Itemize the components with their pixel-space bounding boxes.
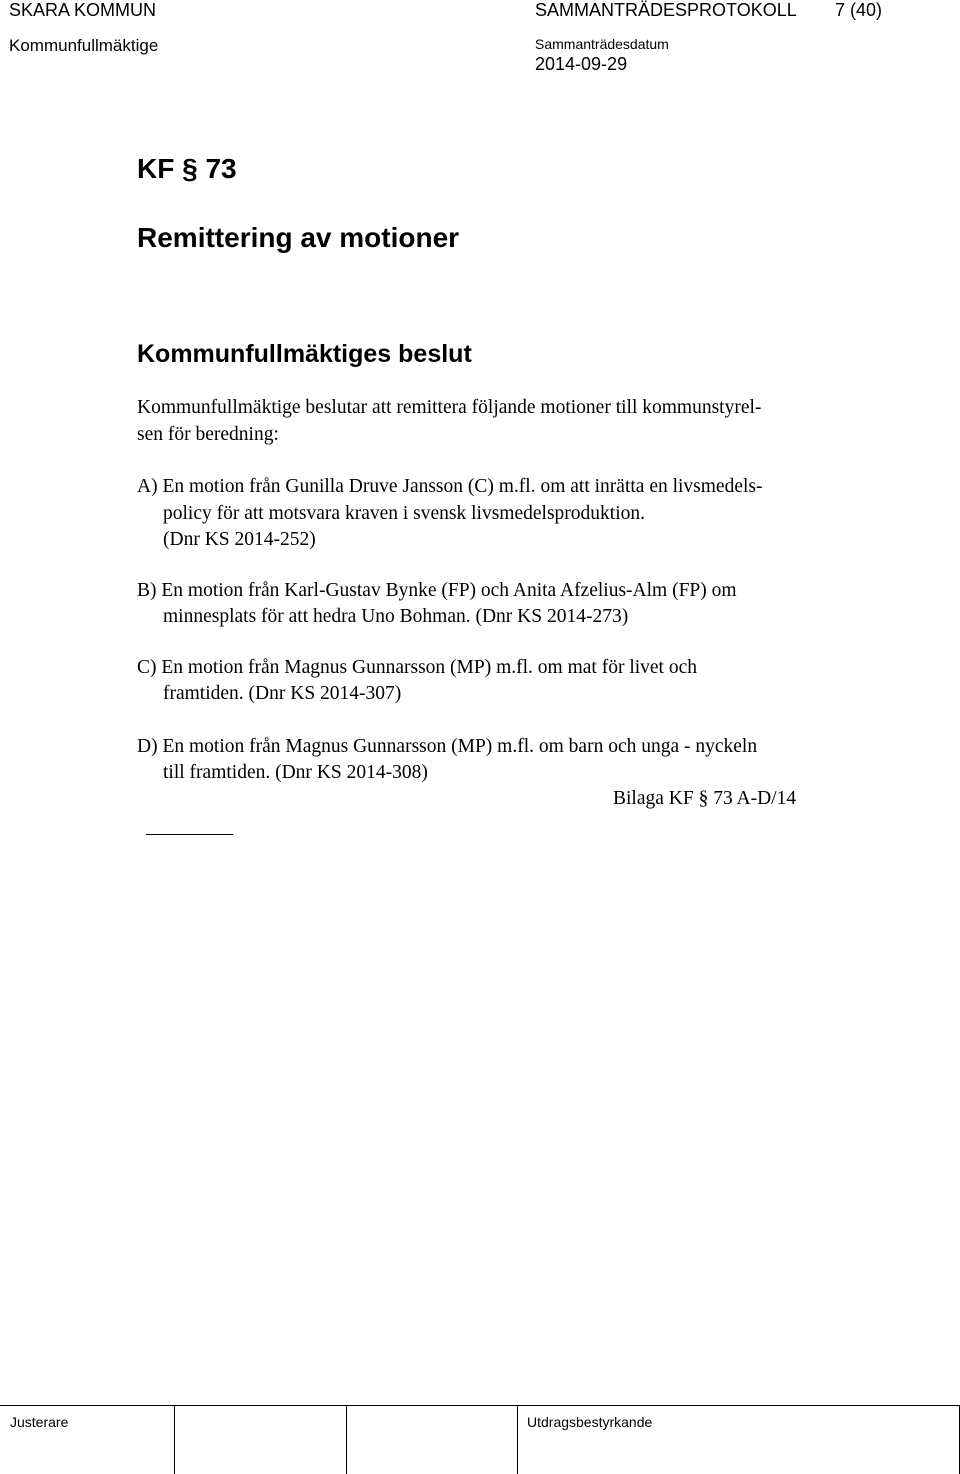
motion-a-reference: (Dnr KS 2014-252): [163, 529, 316, 550]
motion-d-line: D) En motion från Magnus Gunnarsson (MP) m.fl. om barn och unga - nyckeln: [137, 736, 758, 757]
paragraph-id: KF § 73: [137, 153, 237, 184]
page-title: Remittering av motioner: [137, 222, 460, 253]
body-name: Kommunfullmäktige: [9, 36, 159, 55]
meeting-date-value: 2014-09-29: [535, 54, 628, 74]
motion-b-line: minnesplats för att hedra Uno Bohman. (Dnr KS 2014-273): [163, 606, 629, 627]
motion-c-line: C) En motion från Magnus Gunnarsson (MP) m.fl. om mat för livet och: [137, 657, 698, 678]
motion-d-line: till framtiden. (Dnr KS 2014-308): [163, 762, 428, 783]
intro-line: sen för beredning:: [137, 424, 279, 445]
section-divider: [146, 834, 233, 835]
attachment-reference: Bilaga KF § 73 A-D/14: [613, 788, 797, 809]
motion-a-line: A) En motion från Gunilla Druve Jansson (C) m.fl. om att inrätta en livsmedels-: [137, 476, 763, 497]
page-number: 7 (40): [835, 0, 883, 20]
signature-table: [0, 1405, 960, 1474]
intro-line: Kommunfullmäktige beslutar att remittera följande motioner till kommunstyrel-: [137, 397, 762, 418]
meeting-date-label: Sammanträdesdatum: [535, 36, 669, 52]
signature-cell: [174, 1406, 175, 1474]
decision-heading: Kommunfullmäktiges beslut: [137, 340, 472, 368]
motion-c-line: framtiden. (Dnr KS 2014-307): [163, 683, 402, 704]
certification-label: Utdragsbestyrkande: [527, 1414, 653, 1430]
organization-name: SKARA KOMMUN: [9, 0, 157, 20]
signature-cell: [517, 1406, 518, 1474]
motion-a-line: policy för att motsvara kraven i svensk livsmedelsproduktion.: [163, 503, 645, 524]
motion-b-line: B) En motion från Karl-Gustav Bynke (FP) och Anita Afzelius-Alm (FP) om: [137, 580, 737, 601]
document-type: SAMMANTRÄDESPROTOKOLL: [535, 0, 797, 20]
adjusters-label: Justerare: [10, 1414, 69, 1430]
signature-cell: [346, 1406, 347, 1474]
